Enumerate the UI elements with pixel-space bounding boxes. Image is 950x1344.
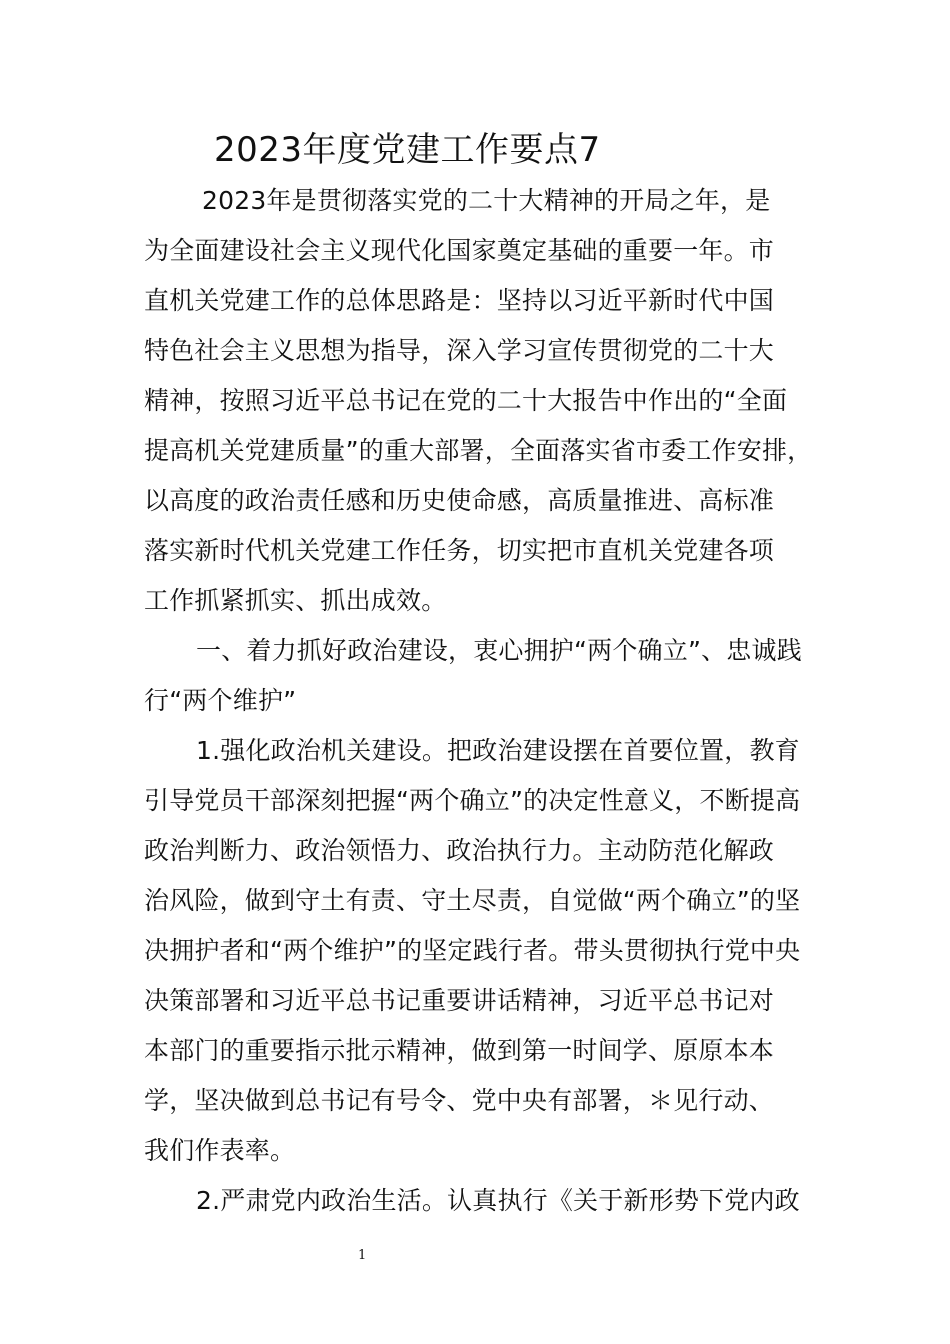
paragraph-line: 为全面建设社会主义现代化国家奠定基础的重要一年。市	[144, 236, 775, 265]
section-heading-line: 一、着力抓好政治建设，衷心拥护“两个确立”、忠诚践	[196, 636, 802, 665]
paragraph-line: 引导党员干部深刻把握“两个确立”的决定性意义，不断提高	[144, 786, 801, 815]
document-body	[144, 176, 844, 1226]
paragraph-line: 直机关党建工作的总体思路是：坚持以习近平新时代中国	[144, 286, 775, 315]
paragraph-line: 工作抓紧抓实、抓出成效。	[144, 586, 447, 615]
paragraph-line: 以高度的政治责任感和历史使命感，高质量推进、高标准	[144, 486, 775, 515]
paragraph-line: 精神，按照习近平总书记在党的二十大报告中作出的“全面	[144, 386, 788, 415]
paragraph-line: 决拥护者和“两个维护”的坚定践行者。带头贯彻执行党中央	[144, 936, 801, 965]
paragraph-line: 政治判断力、政治领悟力、政治执行力。主动防范化解政	[144, 836, 775, 865]
paragraph-line: 1.强化政治机关建设。把政治建设摆在首要位置，教育	[196, 736, 800, 765]
paragraph-line: 特色社会主义思想为指导，深入学习宣传贯彻党的二十大	[144, 336, 775, 365]
paragraph-line: 本部门的重要指示批示精神，做到第一时间学、原原本本	[144, 1036, 775, 1065]
page-number: 1	[358, 1248, 367, 1263]
paragraph-line: 落实新时代机关党建工作任务，切实把市直机关党建各项	[144, 536, 775, 565]
paragraph-line: 2023年是贯彻落实党的二十大精神的开局之年，是	[202, 186, 771, 215]
paragraph-line: 决策部署和习近平总书记重要讲话精神，习近平总书记对	[144, 986, 775, 1015]
section-heading-line: 行“两个维护”	[144, 686, 297, 715]
paragraph-line: 治风险，做到守土有责、守土尽责，自觉做“两个确立”的坚	[144, 886, 801, 915]
paragraph-line: 我们作表率。	[144, 1136, 296, 1165]
paragraph-line: 2.严肃党内政治生活。认真执行《关于新形势下党内政	[196, 1186, 800, 1215]
paragraph-line: 提高机关党建质量”的重大部署，全面落实省市委工作安排，	[144, 436, 813, 465]
paragraph-line: 学，坚决做到总书记有号令、党中央有部署，＊见行动、	[144, 1086, 775, 1115]
document-title: 2023年度党建工作要点7	[214, 130, 601, 170]
